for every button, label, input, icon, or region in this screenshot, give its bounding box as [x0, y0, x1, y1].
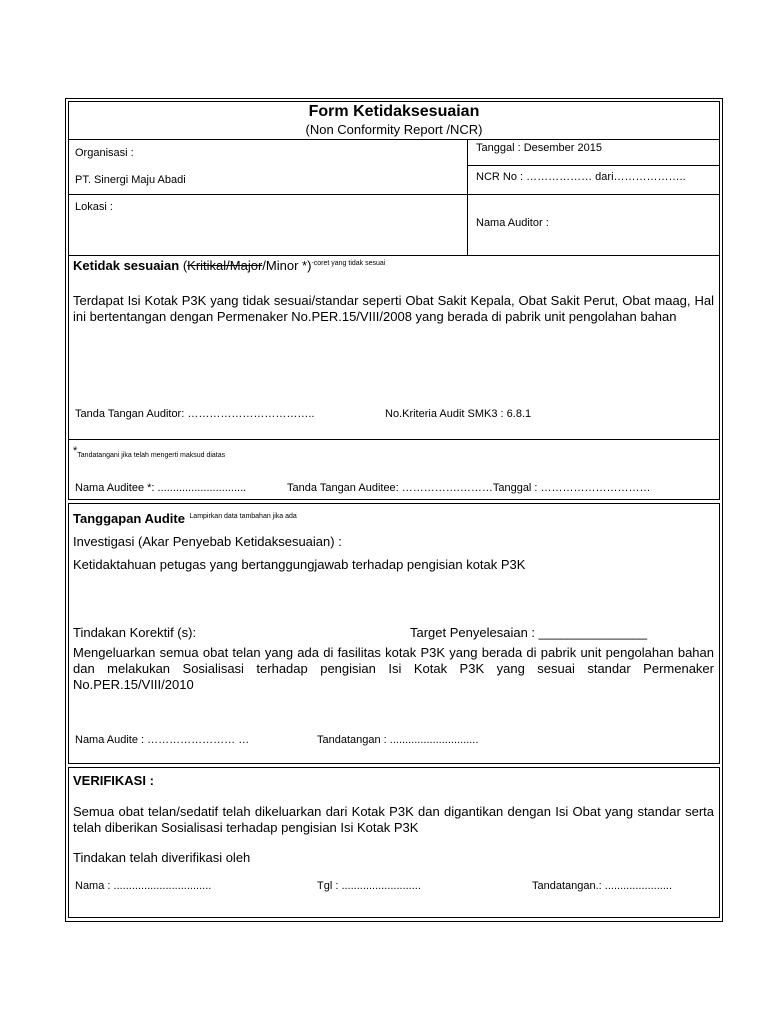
- nama-auditor-label: Nama Auditor :: [476, 217, 549, 229]
- divider-ketidaksesuaian: [68, 439, 720, 440]
- tanggapan-note: Lampirkan data tambahan jika ada: [189, 513, 297, 520]
- verifikasi-text: Semua obat telan/sedatif telah dikeluarkan dari Kotak P3K dan digantikan dengan Isi Obat yang standar serta telah diberikan Sosialisasi terhadap pengisian Isi Kotak P3K: [73, 804, 714, 835]
- tanggal-field: Tanggal : Desember 2015: [476, 142, 602, 154]
- divider-lokasi: [68, 255, 720, 256]
- verifikasi-nama-field: Nama : ................................: [75, 880, 212, 892]
- form-subtitle: (Non Conformity Report /NCR): [305, 122, 483, 137]
- organisasi-label: Organisasi :: [75, 147, 134, 159]
- section-verifikasi: [68, 767, 720, 918]
- divider-info-vertical: [467, 139, 468, 255]
- verifikasi-tgl-field: Tgl : ..........................: [317, 880, 421, 892]
- tindakan-korektif-label: Tindakan Korektif (s):: [73, 625, 197, 640]
- footnote-text: Tandatangani jika telah mengerti maksud diatas: [77, 452, 226, 459]
- ttd-auditor-field: Tanda Tangan Auditor: ……………………………..: [75, 408, 315, 420]
- ketidaksesuaian-struck: Kritikal/Major: [187, 258, 263, 273]
- ketidaksesuaian-note: -coret yang tidak sesuai: [311, 260, 386, 267]
- kriteria-audit-field: No.Kriteria Audit SMK3 : 6.8.1: [385, 408, 532, 420]
- ketidaksesuaian-paren: (: [179, 258, 188, 273]
- tanggapan-heading: [73, 510, 297, 528]
- ketidaksesuaian-minor: /Minor *): [262, 258, 312, 273]
- lokasi-label: Lokasi :: [75, 201, 113, 213]
- divider-organisasi: [68, 194, 720, 195]
- verifikasi-tandatangan-field: Tandatangan.: ......................: [532, 880, 673, 892]
- form-title: Form Ketidaksesuaian: [308, 103, 480, 120]
- nama-auditee-field: Nama Auditee *: .............................: [75, 482, 247, 494]
- investigasi-value: Ketidaktahuan petugas yang bertanggungjawab terhadap pengisian kotak P3K: [73, 557, 526, 572]
- footnote-mark: *: [73, 445, 78, 457]
- verifikasi-title: VERIFIKASI :: [73, 773, 154, 788]
- ttd-auditee-tanggal-field: Tanda Tangan Auditee: …………….………Tanggal : …………………………: [287, 482, 651, 494]
- investigasi-label: Investigasi (Akar Penyebab Ketidaksesuaian) :: [73, 534, 342, 549]
- divider-tanggal: [467, 165, 720, 166]
- ketidaksesuaian-description: Terdapat Isi Kotak P3K yang tidak sesuai/standar seperti Obat Sakit Kepala, Obat Sakit Perut, Obat maag, Hal ini bertentangan dengan Permenaker No.PER.15/VIII/2008 yang berada di pabrik unit pengolahan bahan: [73, 293, 714, 324]
- organisasi-value: PT. Sinergi Maju Abadi: [75, 174, 186, 186]
- divider-header: [68, 139, 720, 140]
- diverifikasi-label: Tindakan telah diverifikasi oleh: [73, 850, 251, 865]
- tanggapan-tandatangan-field: Tandatangan : .............................: [317, 734, 479, 746]
- tanggapan-title: Tanggapan Audite: [73, 511, 185, 526]
- ketidaksesuaian-label: Ketidak sesuaian: [73, 258, 180, 273]
- tindakan-korektif-value: Mengeluarkan semua obat telan yang ada di fasilitas kotak P3K yang berada di pabrik unit pengolahan bahan dan melakukan Sosialisasi terhadap pengisian Isi Kotak P3K yang sesuai standar Permenaker No.PER.15/VIII/2010: [73, 645, 714, 692]
- nama-audite-field: Nama Audite : …………………… …: [75, 734, 250, 746]
- target-penyelesaian-field: Target Penyelesaian : _______________: [410, 625, 648, 640]
- ncr-no-field: NCR No : ……………… dari………………..: [476, 171, 686, 183]
- auditee-footnote: [73, 444, 225, 462]
- ketidaksesuaian-heading: [73, 258, 385, 273]
